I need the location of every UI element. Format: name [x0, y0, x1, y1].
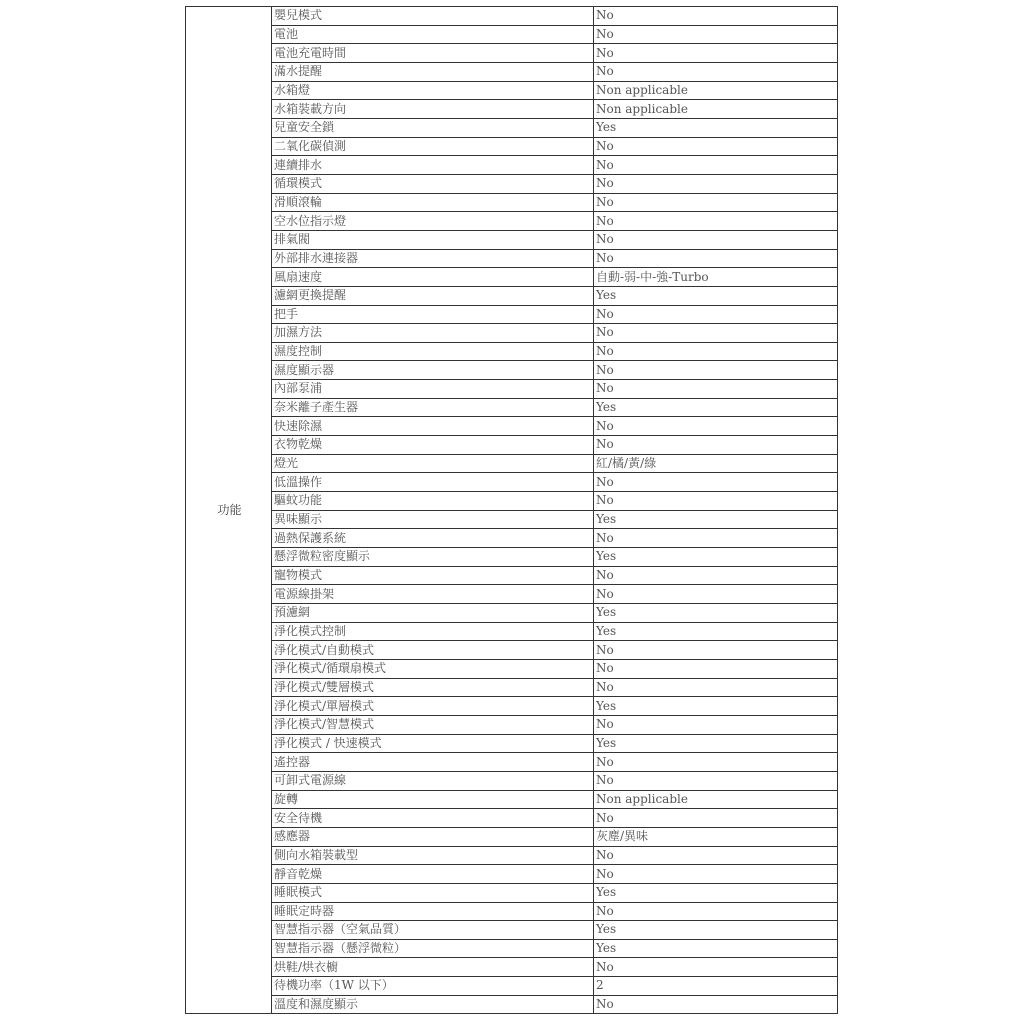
table-row	[186, 305, 838, 324]
feature-value: 灰塵/異味	[594, 827, 838, 846]
table-row	[186, 473, 838, 492]
feature-value: No	[594, 846, 838, 865]
table-row	[186, 44, 838, 63]
feature-label: 濕度顯示器	[272, 361, 594, 380]
feature-label: 懸浮微粒密度顯示	[272, 548, 594, 567]
table-row	[186, 715, 838, 734]
feature-value: Yes	[594, 734, 838, 753]
feature-label: 嬰兒模式	[272, 7, 594, 26]
feature-label: 智慧指示器（空氣品質）	[272, 921, 594, 940]
spec-table	[185, 6, 838, 1014]
feature-label: 把手	[272, 305, 594, 324]
feature-label: 驅蚊功能	[272, 492, 594, 511]
feature-label: 預濾網	[272, 604, 594, 623]
table-row	[186, 454, 838, 473]
feature-value: Yes	[594, 398, 838, 417]
spec-table-body	[186, 7, 838, 1014]
feature-label: 過熱保護系統	[272, 529, 594, 548]
feature-label: 淨化模式/單層模式	[272, 697, 594, 716]
table-row	[186, 809, 838, 828]
feature-value: Yes	[594, 921, 838, 940]
feature-value: No	[594, 342, 838, 361]
table-row	[186, 286, 838, 305]
feature-label: 電池充電時間	[272, 44, 594, 63]
feature-value: Yes	[594, 548, 838, 567]
feature-label: 淨化模式/循環扇模式	[272, 659, 594, 678]
feature-label: 連續排水	[272, 156, 594, 175]
feature-label: 水箱燈	[272, 81, 594, 100]
feature-value: Yes	[594, 604, 838, 623]
table-row	[186, 230, 838, 249]
feature-value: Yes	[594, 697, 838, 716]
feature-value: No	[594, 7, 838, 26]
feature-value: No	[594, 417, 838, 436]
table-row	[186, 212, 838, 231]
feature-label: 滿水提醒	[272, 62, 594, 81]
table-row	[186, 846, 838, 865]
table-row	[186, 100, 838, 119]
feature-value: No	[594, 958, 838, 977]
feature-label: 智慧指示器（懸浮微粒）	[272, 939, 594, 958]
feature-value: No	[594, 249, 838, 268]
table-row	[186, 361, 838, 380]
table-row	[186, 268, 838, 287]
feature-label: 可卸式電源線	[272, 771, 594, 790]
feature-value: No	[594, 436, 838, 455]
feature-value: 紅/橘/黃/綠	[594, 454, 838, 473]
feature-label: 淨化模式控制	[272, 622, 594, 641]
feature-label: 滑順滾輪	[272, 193, 594, 212]
table-row	[186, 436, 838, 455]
feature-value: No	[594, 678, 838, 697]
table-row	[186, 641, 838, 660]
feature-label: 淨化模式/雙層模式	[272, 678, 594, 697]
feature-value: No	[594, 25, 838, 44]
feature-value: No	[594, 137, 838, 156]
feature-label: 淨化模式/智慧模式	[272, 715, 594, 734]
feature-label: 衣物乾燥	[272, 436, 594, 455]
feature-value: No	[594, 902, 838, 921]
table-row	[186, 958, 838, 977]
feature-value: No	[594, 305, 838, 324]
table-row	[186, 193, 838, 212]
table-row	[186, 249, 838, 268]
feature-value: No	[594, 380, 838, 399]
feature-value: No	[594, 62, 838, 81]
table-row	[186, 585, 838, 604]
table-row	[186, 118, 838, 137]
table-row	[186, 380, 838, 399]
feature-value: No	[594, 641, 838, 660]
feature-label: 睡眠定時器	[272, 902, 594, 921]
feature-value: Yes	[594, 939, 838, 958]
table-row	[186, 342, 838, 361]
feature-value: No	[594, 865, 838, 884]
feature-value: No	[594, 566, 838, 585]
feature-value: Non applicable	[594, 81, 838, 100]
feature-label: 旋轉	[272, 790, 594, 809]
category-cell: 功能	[186, 7, 272, 1014]
table-row	[186, 622, 838, 641]
feature-value: No	[594, 44, 838, 63]
feature-label: 低溫操作	[272, 473, 594, 492]
table-row	[186, 492, 838, 511]
table-row	[186, 659, 838, 678]
feature-label: 淨化模式/自動模式	[272, 641, 594, 660]
feature-value: No	[594, 230, 838, 249]
table-row	[186, 604, 838, 623]
table-row	[186, 174, 838, 193]
table-row	[186, 753, 838, 772]
table-row	[186, 995, 838, 1014]
feature-value: No	[594, 715, 838, 734]
table-row	[186, 678, 838, 697]
table-row	[186, 921, 838, 940]
feature-label: 電源線掛架	[272, 585, 594, 604]
feature-label: 快速除濕	[272, 417, 594, 436]
feature-label: 空水位指示燈	[272, 212, 594, 231]
feature-label: 異味顯示	[272, 510, 594, 529]
table-row	[186, 734, 838, 753]
table-row	[186, 81, 838, 100]
table-row	[186, 529, 838, 548]
feature-label: 循環模式	[272, 174, 594, 193]
feature-label: 燈光	[272, 454, 594, 473]
table-row	[186, 771, 838, 790]
table-row	[186, 977, 838, 996]
feature-label: 睡眠模式	[272, 883, 594, 902]
feature-value: No	[594, 809, 838, 828]
feature-value: No	[594, 585, 838, 604]
table-row	[186, 510, 838, 529]
table-row	[186, 7, 838, 26]
feature-label: 靜音乾燥	[272, 865, 594, 884]
table-row	[186, 398, 838, 417]
feature-label: 二氧化碳偵測	[272, 137, 594, 156]
table-row	[186, 137, 838, 156]
table-row	[186, 865, 838, 884]
feature-label: 感應器	[272, 827, 594, 846]
feature-label: 寵物模式	[272, 566, 594, 585]
feature-label: 加濕方法	[272, 324, 594, 343]
feature-value: No	[594, 659, 838, 678]
feature-label: 兒童安全鎖	[272, 118, 594, 137]
table-row	[186, 417, 838, 436]
feature-label: 安全待機	[272, 809, 594, 828]
feature-value: No	[594, 771, 838, 790]
feature-label: 濕度控制	[272, 342, 594, 361]
feature-value: Yes	[594, 118, 838, 137]
feature-label: 奈米離子產生器	[272, 398, 594, 417]
table-row	[186, 566, 838, 585]
table-row	[186, 324, 838, 343]
feature-label: 待機功率（1W 以下）	[272, 977, 594, 996]
table-row	[186, 156, 838, 175]
table-row	[186, 25, 838, 44]
feature-value: No	[594, 193, 838, 212]
feature-label: 內部泵浦	[272, 380, 594, 399]
table-row	[186, 883, 838, 902]
feature-value: 2	[594, 977, 838, 996]
feature-label: 溫度和濕度顯示	[272, 995, 594, 1014]
feature-label: 排氣閥	[272, 230, 594, 249]
feature-label: 濾網更換提醒	[272, 286, 594, 305]
feature-value: Non applicable	[594, 790, 838, 809]
feature-value: No	[594, 174, 838, 193]
feature-value: Yes	[594, 622, 838, 641]
feature-value: No	[594, 529, 838, 548]
feature-value: Yes	[594, 883, 838, 902]
table-row	[186, 548, 838, 567]
feature-label: 電池	[272, 25, 594, 44]
feature-value: No	[594, 361, 838, 380]
feature-value: No	[594, 324, 838, 343]
feature-label: 遙控器	[272, 753, 594, 772]
feature-label: 風扇速度	[272, 268, 594, 287]
feature-label: 水箱裝載方向	[272, 100, 594, 119]
feature-value: No	[594, 753, 838, 772]
table-row	[186, 62, 838, 81]
feature-value: No	[594, 492, 838, 511]
feature-value: 自動-弱-中-強-Turbo	[594, 268, 838, 287]
table-row	[186, 697, 838, 716]
feature-value: Yes	[594, 286, 838, 305]
feature-value: Yes	[594, 510, 838, 529]
feature-value: No	[594, 212, 838, 231]
feature-label: 側向水箱裝載型	[272, 846, 594, 865]
table-row	[186, 902, 838, 921]
feature-label: 外部排水連接器	[272, 249, 594, 268]
table-row	[186, 939, 838, 958]
feature-value: No	[594, 473, 838, 492]
table-row	[186, 790, 838, 809]
feature-value: Non applicable	[594, 100, 838, 119]
feature-label: 淨化模式 / 快速模式	[272, 734, 594, 753]
feature-value: No	[594, 156, 838, 175]
table-row	[186, 827, 838, 846]
feature-label: 烘鞋/烘衣櫥	[272, 958, 594, 977]
feature-value: No	[594, 995, 838, 1014]
